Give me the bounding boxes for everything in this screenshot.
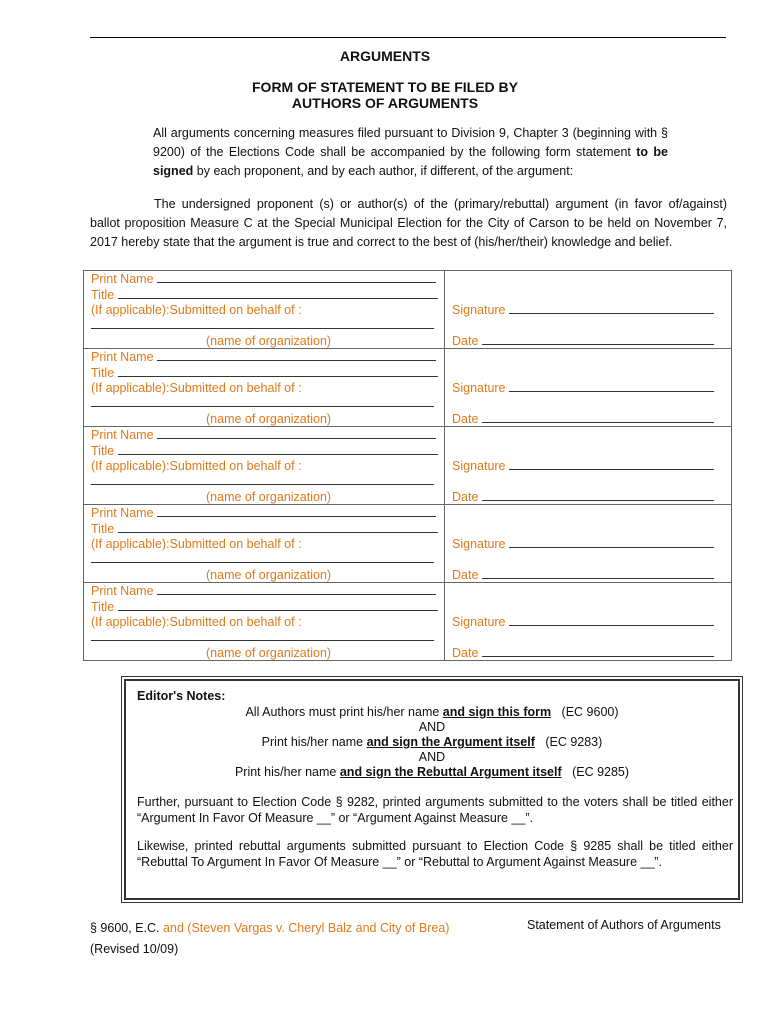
author-info-cell	[84, 505, 445, 583]
notes-line-3: Print his/her name and sign the Rebuttal Argument itself (EC 9285)	[234, 765, 630, 779]
footer-code: § 9600, E.C.	[90, 921, 163, 935]
page-title: ARGUMENTS	[339, 48, 431, 64]
organization-field[interactable]	[91, 552, 434, 566]
intro-text-2: by each proponent, and by each author, if different, of the argument:	[193, 164, 574, 178]
footer-form-title: Statement of Authors of Arguments	[527, 918, 721, 932]
authors-table	[83, 270, 732, 661]
statement-text: The undersigned proponent (s) or author(s) of the (primary/rebuttal) argument (in favor of/against) ballot proposition Measure C at the Special Municipal Election for the City of Carson to be held on November 7, 2017 hereby state that the argument is true and correct to the best of (his/her/their) knowledge and belief.	[90, 197, 727, 249]
statement-paragraph	[90, 195, 727, 252]
author-row	[84, 583, 732, 661]
editors-notes-inner-frame	[124, 679, 740, 900]
notes-and-1: AND	[418, 720, 446, 734]
intro-bold: to be signed	[153, 145, 669, 178]
date-field[interactable]: Date	[452, 412, 714, 426]
author-row	[84, 427, 732, 505]
print-name-field[interactable]: Print Name	[91, 272, 436, 286]
editors-notes-box	[121, 676, 743, 903]
author-info-cell	[84, 271, 445, 349]
organization-label: (name of organization)	[206, 568, 332, 582]
date-field[interactable]: Date	[452, 568, 714, 582]
print-name-field[interactable]: Print Name	[91, 350, 436, 364]
title-field[interactable]: Title	[91, 600, 438, 614]
signature-field[interactable]: Signature	[452, 615, 714, 629]
footer-case: and (Steven Vargas v. Cheryl Balz and City of Brea)	[162, 921, 450, 935]
author-row	[84, 505, 732, 583]
organization-field[interactable]	[91, 318, 434, 332]
subtitle-line-2: AUTHORS OF ARGUMENTS	[291, 95, 479, 111]
notes-and-2: AND	[418, 750, 446, 764]
organization-label: (name of organization)	[206, 334, 332, 348]
author-info-cell	[84, 349, 445, 427]
date-field[interactable]: Date	[452, 646, 714, 660]
organization-label: (name of organization)	[206, 490, 332, 504]
top-rule	[90, 37, 726, 38]
organization-field[interactable]	[91, 474, 434, 488]
signature-cell	[445, 271, 732, 349]
signature-field[interactable]: Signature	[452, 381, 714, 395]
signature-cell	[445, 583, 732, 661]
print-name-field[interactable]: Print Name	[91, 584, 436, 598]
organization-label: (name of organization)	[206, 412, 332, 426]
organization-label: (name of organization)	[206, 646, 332, 660]
author-info-cell	[84, 427, 445, 505]
notes-paragraph-2: Likewise, printed rebuttal arguments submitted pursuant to Election Code § 9285 shall be titled either “Rebuttal To Argument In Favor Of Measure __” or “Rebuttal to Argument Against Measure __”.	[137, 839, 733, 869]
title-field[interactable]: Title	[91, 288, 438, 302]
date-field[interactable]: Date	[452, 334, 714, 348]
print-name-field[interactable]: Print Name	[91, 428, 436, 442]
date-field[interactable]: Date	[452, 490, 714, 504]
signature-field[interactable]: Signature	[452, 537, 714, 551]
signature-field[interactable]: Signature	[452, 459, 714, 473]
signature-cell	[445, 505, 732, 583]
title-field[interactable]: Title	[91, 522, 438, 536]
title-field[interactable]: Title	[91, 444, 438, 458]
behalf-label: (If applicable):Submitted on behalf of :	[91, 537, 302, 551]
author-row	[84, 271, 732, 349]
author-info-cell	[84, 583, 445, 661]
notes-line-2: Print his/her name and sign the Argument itself (EC 9283)	[261, 735, 603, 749]
behalf-label: (If applicable):Submitted on behalf of :	[91, 303, 302, 317]
notes-heading: Editor's Notes:	[137, 689, 226, 703]
intro-text-1: All arguments concerning measures filed pursuant to Division 9, Chapter 3 (beginning with § 9200) of the Elections Code shall be accompanied by the following form statement	[153, 126, 668, 159]
footer-citation	[90, 918, 449, 960]
notes-paragraph-1: Further, pursuant to Election Code § 9282, printed arguments submitted to the voters shall be titled either “Argument In Favor Of Measure __” or “Argument Against Measure __”.	[137, 795, 733, 825]
signature-cell	[445, 427, 732, 505]
behalf-label: (If applicable):Submitted on behalf of :	[91, 381, 302, 395]
page-subtitle	[0, 79, 770, 111]
author-row	[84, 349, 732, 427]
subtitle-line-1: FORM OF STATEMENT TO BE FILED BY	[252, 79, 518, 95]
print-name-field[interactable]: Print Name	[91, 506, 436, 520]
behalf-label: (If applicable):Submitted on behalf of :	[91, 615, 302, 629]
behalf-label: (If applicable):Submitted on behalf of :	[91, 459, 302, 473]
organization-field[interactable]	[91, 396, 434, 410]
footer-revised: (Revised 10/09)	[90, 942, 179, 956]
signature-field[interactable]: Signature	[452, 303, 714, 317]
title-field[interactable]: Title	[91, 366, 438, 380]
notes-line-1: All Authors must print his/her name and sign this form (EC 9600)	[245, 705, 619, 719]
signature-cell	[445, 349, 732, 427]
intro-paragraph	[153, 124, 668, 181]
organization-field[interactable]	[91, 630, 434, 644]
